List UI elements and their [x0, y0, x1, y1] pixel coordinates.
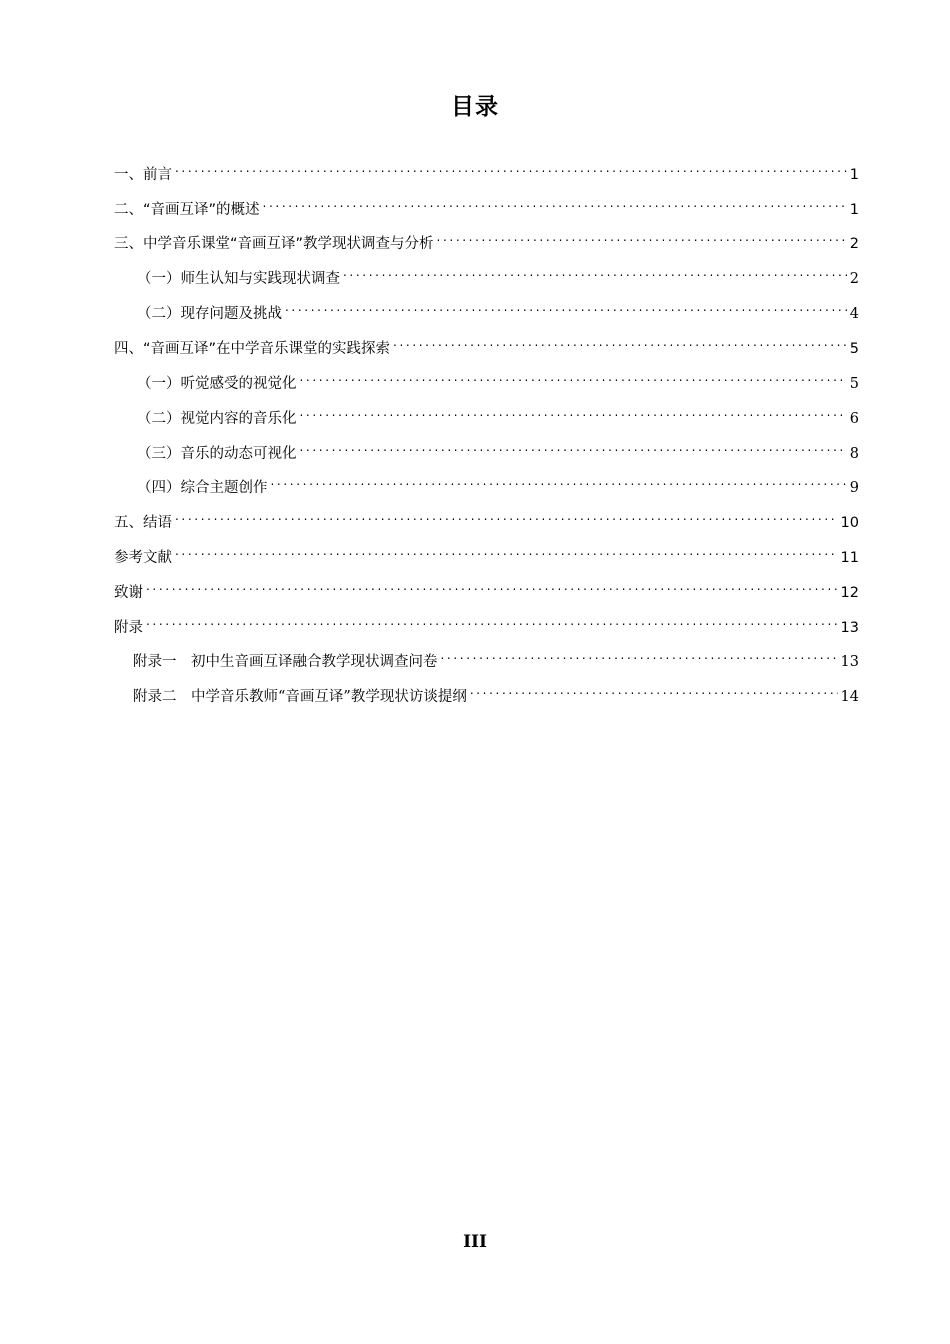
toc-entry-practice[interactable]: [114, 331, 859, 357]
toc-entry-appendix-1[interactable]: [133, 644, 859, 670]
toc-entry-appendix[interactable]: [114, 610, 859, 636]
toc-entry-preface[interactable]: [114, 157, 859, 183]
toc-entry-page: 13: [840, 654, 859, 670]
toc-entry-page: 5: [849, 341, 859, 357]
toc-entry-page: 14: [840, 689, 859, 705]
toc-entry-label: 附录二 中学音乐教师“音画互译”教学现状访谈提纲: [133, 689, 467, 705]
toc-entry-page: 10: [840, 515, 859, 531]
toc-entry-page: 4: [849, 306, 859, 322]
toc-entry-label: 致谢: [114, 585, 143, 601]
toc-entry-page: 1: [849, 167, 859, 183]
toc-entry-overview[interactable]: [114, 192, 859, 218]
toc-entry-label: 一、前言: [114, 167, 172, 183]
toc-entry-label: （二）现存问题及挑战: [137, 306, 282, 322]
toc-entry-label: 四、“音画互译”在中学音乐课堂的实践探索: [114, 341, 391, 357]
toc-entry-label: （四）综合主题创作: [137, 480, 268, 496]
toc-entry-label: （一）师生认知与实践现状调查: [137, 271, 340, 287]
page-number: III: [463, 1232, 487, 1252]
toc-dot-leader: [441, 644, 838, 666]
toc-entry-page: 13: [840, 620, 859, 636]
toc-entry-practice-1[interactable]: [137, 366, 859, 392]
toc-entry-references[interactable]: [114, 540, 859, 566]
toc-entry-acknowledgements[interactable]: [114, 575, 859, 601]
toc-dot-leader: [300, 436, 847, 458]
toc-entry-survey-1[interactable]: [137, 261, 859, 287]
toc-entry-practice-2[interactable]: [137, 401, 859, 427]
toc-dot-leader: [300, 366, 847, 388]
toc-entry-page: 1: [849, 202, 859, 218]
toc-entry-label: 参考文献: [114, 550, 172, 566]
toc-entry-survey-2[interactable]: [137, 296, 859, 322]
toc-entry-page: 2: [849, 271, 859, 287]
toc-entry-page: 5: [849, 376, 859, 392]
toc-entry-survey[interactable]: [114, 226, 859, 252]
toc-entry-page: 6: [849, 411, 859, 427]
toc-entry-label: （二）视觉内容的音乐化: [137, 411, 297, 427]
toc-entry-label: 二、“音画互译”的概述: [114, 202, 260, 218]
toc-dot-leader: [175, 540, 838, 562]
toc-entry-label: 附录: [114, 620, 143, 636]
toc-dot-leader: [285, 296, 847, 318]
toc-dot-leader: [175, 157, 847, 179]
toc-dot-leader: [470, 679, 838, 701]
toc-entry-page: 12: [840, 585, 859, 601]
toc-entry-appendix-2[interactable]: [133, 679, 859, 705]
toc-dot-leader: [343, 261, 847, 283]
toc-dot-leader: [146, 575, 838, 597]
toc-entry-page: 8: [849, 446, 859, 462]
toc-entry-label: 附录一 初中生音画互译融合教学现状调查问卷: [133, 654, 438, 670]
toc-dot-leader: [263, 192, 847, 214]
toc-entry-page: 9: [849, 480, 859, 496]
toc-entry-page: 11: [840, 550, 859, 566]
page-title: 目录: [451, 94, 499, 120]
toc-entry-label: （三）音乐的动态可视化: [137, 446, 297, 462]
toc-entry-practice-3[interactable]: [137, 436, 859, 462]
toc-dot-leader: [393, 331, 847, 353]
toc-dot-leader: [146, 610, 838, 632]
toc-entry-label: （一）听觉感受的视觉化: [137, 376, 297, 392]
toc-entry-page: 2: [849, 236, 859, 252]
toc-dot-leader: [300, 401, 847, 423]
toc-dot-leader: [271, 470, 847, 492]
toc-dot-leader: [437, 226, 847, 248]
toc-entry-label: 五、结语: [114, 515, 172, 531]
toc-entry-label: 三、中学音乐课堂“音画互译”教学现状调查与分析: [114, 236, 434, 252]
toc-dot-leader: [175, 505, 838, 527]
toc-entry-practice-4[interactable]: [137, 470, 859, 496]
toc-entry-conclusion[interactable]: [114, 505, 859, 531]
